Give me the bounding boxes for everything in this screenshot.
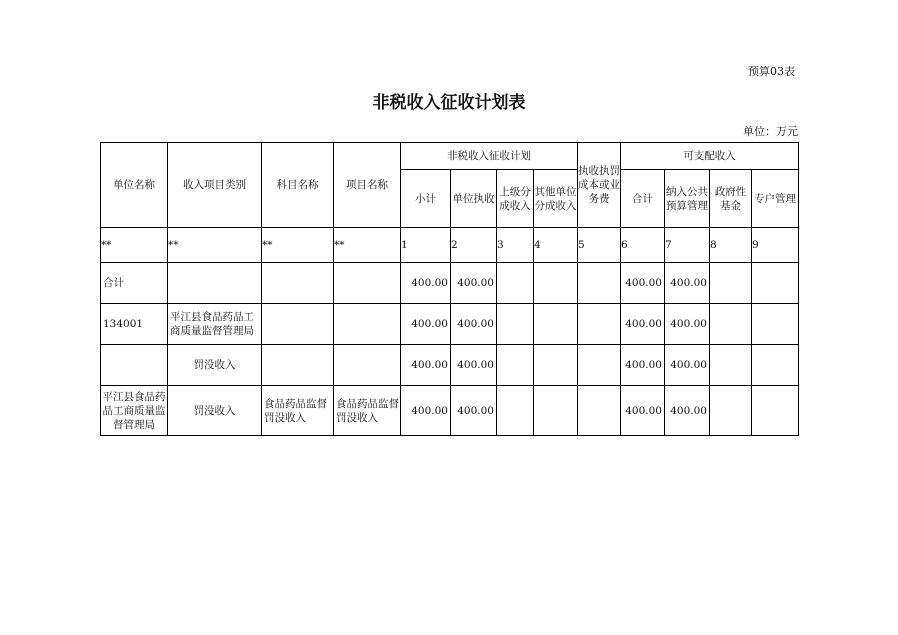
code-cell: 5 — [578, 228, 621, 263]
code-cell: 3 — [497, 228, 534, 263]
table-row — [101, 345, 799, 386]
cell-public: 400.00 — [665, 345, 710, 386]
cell-gov — [710, 304, 752, 345]
cell-item: 食品药品监督罚没收入 — [334, 386, 401, 436]
cell-special — [752, 263, 799, 304]
cell-subject — [262, 304, 334, 345]
col-unit-collection: 单位执收 — [451, 170, 497, 228]
code-cell: 8 — [710, 228, 752, 263]
code-cell: 2 — [451, 228, 497, 263]
cell-item — [334, 345, 401, 386]
cell-subject: 食品药品监督罚没收入 — [262, 386, 334, 436]
cell-gov — [710, 263, 752, 304]
col-subject-name: 科目名称 — [262, 143, 334, 228]
code-cell: 6 — [621, 228, 665, 263]
col-subtotal: 小计 — [401, 170, 451, 228]
table-row — [101, 263, 799, 304]
cell-unit: 134001 — [101, 304, 168, 345]
cell-superior — [497, 263, 534, 304]
col-income-category: 收入项目类别 — [168, 143, 262, 228]
cell-unit-collection: 400.00 — [451, 345, 497, 386]
cell-subject — [262, 345, 334, 386]
cell-special — [752, 345, 799, 386]
cell-total: 400.00 — [621, 345, 665, 386]
col-enforcement-cost: 执收执罚成本或业务费 — [578, 143, 621, 228]
code-cell: 4 — [534, 228, 578, 263]
cell-cost — [578, 304, 621, 345]
cell-unit-collection: 400.00 — [451, 263, 497, 304]
cell-unit: 平江县食品药品工商质量监督管理局 — [101, 386, 168, 436]
col-superior-share: 上级分成收入 — [497, 170, 534, 228]
cell-gov — [710, 386, 752, 436]
cell-unit: 合计 — [101, 263, 168, 304]
cell-other — [534, 386, 578, 436]
cell-subtotal: 400.00 — [401, 345, 451, 386]
cell-public: 400.00 — [665, 304, 710, 345]
cell-other — [534, 304, 578, 345]
cell-special — [752, 304, 799, 345]
plan-table — [100, 142, 799, 436]
cell-unit-collection: 400.00 — [451, 304, 497, 345]
cell-public: 400.00 — [665, 386, 710, 436]
code-cell: ** — [168, 228, 262, 263]
col-other-share: 其他单位分成收入 — [534, 170, 578, 228]
col-item-name: 项目名称 — [334, 143, 401, 228]
cell-unit-collection: 400.00 — [451, 386, 497, 436]
col-group-plan: 非税收入征收计划 — [401, 143, 578, 170]
cell-total: 400.00 — [621, 386, 665, 436]
cell-subtotal: 400.00 — [401, 386, 451, 436]
code-cell: ** — [262, 228, 334, 263]
cell-superior — [497, 304, 534, 345]
form-number: 预算03表 — [748, 65, 795, 78]
cell-item — [334, 304, 401, 345]
code-cell: 1 — [401, 228, 451, 263]
code-cell: 9 — [752, 228, 799, 263]
cell-item — [334, 263, 401, 304]
cell-subtotal: 400.00 — [401, 304, 451, 345]
cell-other — [534, 263, 578, 304]
cell-special — [752, 386, 799, 436]
cell-other — [534, 345, 578, 386]
cell-public: 400.00 — [665, 263, 710, 304]
code-cell: ** — [334, 228, 401, 263]
col-total: 合计 — [621, 170, 665, 228]
cell-superior — [497, 386, 534, 436]
cell-category: 罚没收入 — [168, 386, 262, 436]
cell-cost — [578, 345, 621, 386]
unit-label: 单位：万元 — [743, 125, 798, 138]
header-row-1 — [101, 143, 799, 170]
cell-category — [168, 263, 262, 304]
cell-category: 平江县食品药品工商质量监督管理局 — [168, 304, 262, 345]
col-gov-fund: 政府性基金 — [710, 170, 752, 228]
code-cell: 7 — [665, 228, 710, 263]
cell-cost — [578, 263, 621, 304]
cell-unit — [101, 345, 168, 386]
table-row — [101, 386, 799, 436]
cell-category: 罚没收入 — [168, 345, 262, 386]
cell-subtotal: 400.00 — [401, 263, 451, 304]
cell-cost — [578, 386, 621, 436]
cell-gov — [710, 345, 752, 386]
page-title: 非税收入征收计划表 — [372, 93, 526, 113]
code-cell: ** — [101, 228, 168, 263]
cell-total: 400.00 — [621, 304, 665, 345]
col-group-disposable: 可支配收入 — [621, 143, 799, 170]
col-unit-name: 单位名称 — [101, 143, 168, 228]
cell-total: 400.00 — [621, 263, 665, 304]
cell-subject — [262, 263, 334, 304]
cell-superior — [497, 345, 534, 386]
code-row — [101, 228, 799, 263]
table-row — [101, 304, 799, 345]
col-public-budget: 纳入公共预算管理 — [665, 170, 710, 228]
col-special-mgmt: 专户管理 — [752, 170, 799, 228]
